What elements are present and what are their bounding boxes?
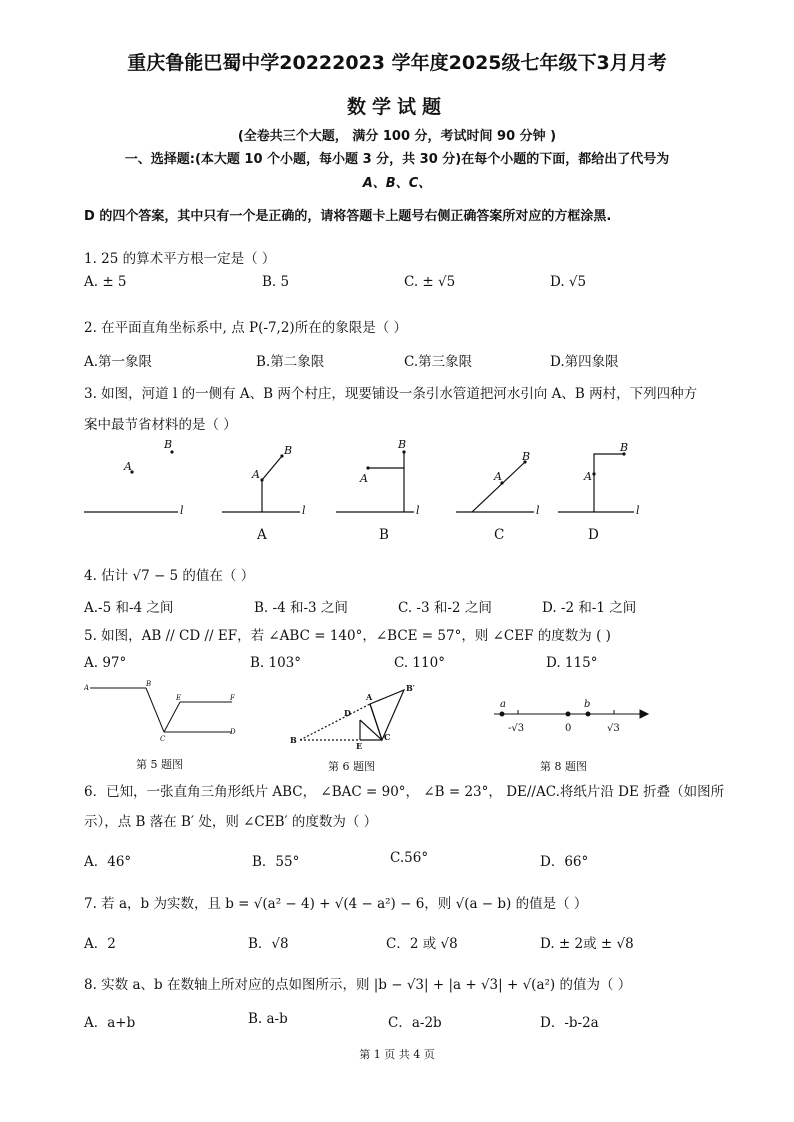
q3-d-river-l: l bbox=[636, 504, 640, 517]
q3-c-river-l: l bbox=[536, 504, 540, 517]
q7-option-b: B．√8 bbox=[248, 936, 289, 952]
q1-option-a: A. ± 5 bbox=[84, 274, 127, 290]
q4-option-d: D. -2 和-1 之间 bbox=[542, 600, 637, 616]
q3-point-a: A bbox=[124, 460, 132, 473]
q6-option-a: A．46° bbox=[84, 854, 132, 870]
q5-option-c: C. 110° bbox=[394, 655, 445, 671]
question-3-stem-line1: 3. 如图，河道 l 的一侧有 A、B 两个村庄，现要铺设一条引水管道把河水引向 A、B 两村，下列四种方 bbox=[84, 386, 698, 402]
fig8-label-neg-sqrt3: -√3 bbox=[508, 723, 525, 734]
section-instruction-3: D 的四个答案，其中只有一个是正确的，请将答题卡上题号右侧正确答案所对应的方框涂黑. bbox=[84, 209, 612, 224]
question-6-stem-line1: 6．已知，一张直角三角形纸片 ABC， ∠BAC = 90°， ∠B = 23°， DE//AC.将纸片沿 DE 折叠（如图所 bbox=[84, 784, 725, 800]
q8-option-b: B. a-b bbox=[248, 1011, 288, 1027]
q7-option-c: C．2 或 √8 bbox=[386, 936, 458, 952]
fig5-label-b: B bbox=[146, 680, 152, 688]
q8-option-a: A．a+b bbox=[84, 1015, 136, 1031]
q3-label-a: A bbox=[257, 527, 267, 543]
q7-option-a: A．2 bbox=[84, 936, 116, 952]
question-5-stem: 5. 如图，AB // CD // EF，若 ∠ABC = 140°，∠BCE = 57°，则 ∠CEF 的度数为 ( ) bbox=[84, 628, 611, 644]
q1-option-b: B. 5 bbox=[262, 274, 290, 290]
q8-option-d: D．-b-2a bbox=[540, 1015, 599, 1031]
q7-option-d: D. ± 2或 ± √8 bbox=[540, 936, 634, 952]
q3-label-b: B bbox=[379, 527, 389, 543]
fig6-label-c: C bbox=[384, 732, 391, 742]
q3-c-point-a: A bbox=[494, 470, 502, 483]
q4-option-b: B. -4 和-3 之间 bbox=[254, 600, 348, 616]
fig5-label-c: C bbox=[160, 735, 166, 742]
fig8-label-b: b bbox=[584, 699, 591, 710]
q3-b-point-a: A bbox=[360, 472, 368, 485]
q3-c-point-b: B bbox=[522, 450, 531, 463]
q3-a-point-b: B bbox=[284, 444, 293, 457]
figure-5-caption: 第 5 题图 bbox=[136, 758, 183, 771]
exam-note: (全卷共三个大题， 满分 100 分，考试时间 90 分钟 ) bbox=[237, 129, 557, 144]
question-8-stem: 8. 实数 a、b 在数轴上所对应的点如图所示，则 |b − √3| + |a + √3| + √(a²) 的值为（ ） bbox=[84, 977, 632, 993]
q4-option-c: C. -3 和-2 之间 bbox=[398, 600, 492, 616]
figure-6-caption: 第 6 题图 bbox=[328, 760, 375, 773]
question-3-figure bbox=[70, 432, 670, 542]
q3-label-d: D bbox=[588, 527, 599, 543]
q2-option-b: B.第二象限 bbox=[256, 354, 325, 370]
q2-option-c: C.第三象限 bbox=[404, 354, 473, 370]
fig5-label-e: E bbox=[176, 694, 182, 702]
figure-8-number-line bbox=[488, 694, 658, 740]
figure-5 bbox=[84, 680, 244, 742]
question-4-stem: 4. 估计 √7 − 5 的值在（ ） bbox=[84, 568, 255, 584]
fig6-label-a: A bbox=[366, 692, 373, 702]
question-3-stem-line2: 案中最节省材料的是（ ） bbox=[84, 417, 237, 433]
question-1-stem: 1. 25 的算术平方根一定是（ ） bbox=[84, 251, 276, 267]
q5-option-a: A. 97° bbox=[84, 655, 127, 671]
q5-option-d: D. 115° bbox=[546, 655, 598, 671]
q3-d-point-b: B bbox=[620, 441, 629, 454]
q3-b-river-l: l bbox=[416, 504, 420, 517]
q3-b-point-b: B bbox=[398, 438, 407, 451]
fig5-label-f: F bbox=[230, 694, 235, 702]
page-footer: 第 1 页 共 4 页 bbox=[359, 1048, 435, 1061]
fig6-label-d: D bbox=[344, 708, 351, 718]
q5-option-b: B. 103° bbox=[250, 655, 302, 671]
q3-river-l: l bbox=[180, 504, 184, 517]
q1-option-c: C. ± √5 bbox=[404, 274, 456, 290]
q3-point-b: B bbox=[164, 438, 173, 451]
q2-option-d: D.第四象限 bbox=[550, 354, 619, 370]
fig5-label-a: A bbox=[84, 684, 90, 692]
q3-a-river-l: l bbox=[302, 504, 306, 517]
figure-8-caption: 第 8 题图 bbox=[540, 760, 587, 773]
q3-a-point-a: A bbox=[252, 468, 260, 481]
q8-option-c: C．a-2b bbox=[388, 1015, 442, 1031]
q3-d-point-a: A bbox=[584, 470, 592, 483]
section-instruction-1: 一、选择题:(本大题 10 个小题，每小题 3 分，共 30 分)在每个小题的下面，都给出了代号为 bbox=[124, 152, 670, 167]
section-instruction-2: A、B、C、 bbox=[362, 176, 432, 191]
q2-option-a: A.第一象限 bbox=[84, 354, 153, 370]
fig6-label-bprime: B′ bbox=[406, 683, 415, 693]
exam-subtitle: 数学试题 bbox=[346, 96, 447, 118]
fig8-label-sqrt3: √3 bbox=[607, 723, 620, 734]
fig6-label-e: E bbox=[356, 741, 363, 751]
q4-option-a: A.-5 和-4 之间 bbox=[84, 600, 174, 616]
q6-option-c: C.56° bbox=[390, 850, 429, 866]
question-6-stem-line2: 示），点 B 落在 B′ 处，则 ∠CEB′ 的度数为（ ） bbox=[84, 814, 378, 830]
q1-option-d: D. √5 bbox=[550, 274, 587, 290]
fig6-label-b: B bbox=[290, 735, 297, 745]
q6-option-d: D．66° bbox=[540, 854, 589, 870]
q3-label-c: C bbox=[494, 527, 505, 543]
fig8-label-a: a bbox=[500, 699, 506, 710]
question-2-stem: 2. 在平面直角坐标系中, 点 P(-7,2)所在的象限是（ ） bbox=[84, 320, 407, 336]
question-7-stem: 7. 若 a，b 为实数，且 b = √(a² − 4) + √(4 − a²) − 6，则 √(a − b) 的值是（ ） bbox=[84, 896, 588, 912]
figure-6 bbox=[286, 682, 432, 752]
q6-option-b: B．55° bbox=[252, 854, 300, 870]
fig8-label-zero: 0 bbox=[565, 723, 572, 734]
fig5-label-d: D bbox=[230, 728, 236, 736]
exam-title: 重庆鲁能巴蜀中学20222023 学年度2025级七年级下3月月考 bbox=[127, 52, 667, 74]
